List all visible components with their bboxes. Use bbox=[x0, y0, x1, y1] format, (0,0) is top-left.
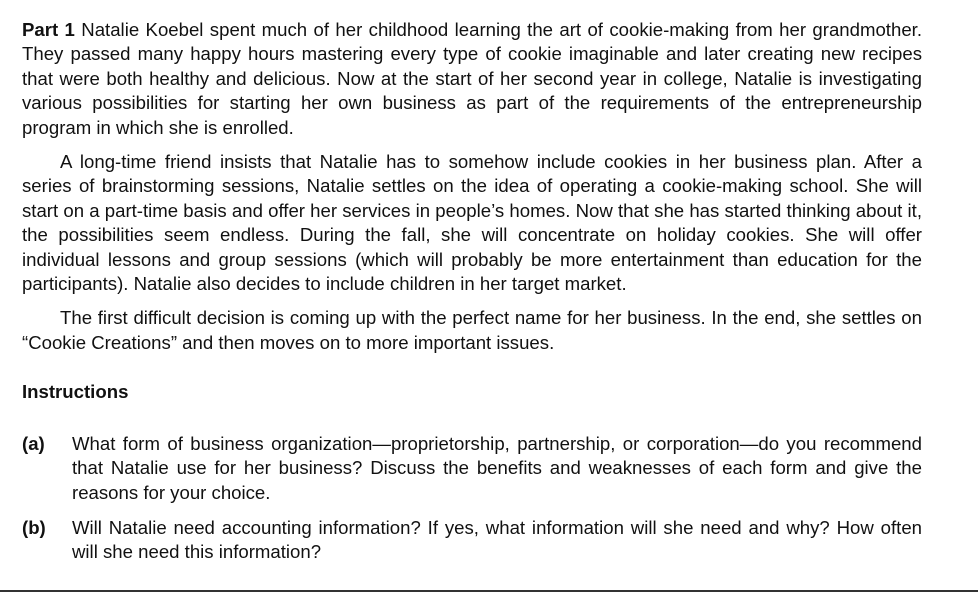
paragraph-text: Natalie Koebel spent much of her childhood learning the art of cookie-making from her grandmother. They passed many happy hours mastering every type of cookie imaginable and later creating new recipes that were both healthy and delicious. Now at the start of her second year in college, Natalie is investigating various possibilities for starting her own business as part of the requirements of the entrepreneurship program in which she is enrolled. bbox=[22, 19, 922, 138]
question-label: (b) bbox=[22, 516, 46, 538]
part-label: Part 1 bbox=[22, 19, 75, 40]
question-text: Will Natalie need accounting information? If yes, what information will she need and why? How often will she need this information? bbox=[72, 516, 922, 563]
story-paragraph: A long-time friend insists that Natalie has to somehow include cookies in her business plan. After a series of brainstorming sessions, Natalie settles on the idea of operating a cookie-making school. She will start on a part-time basis and offer her services in people’s homes. Now that she has started thinking about it, the possibilities seem endless. During the fall, she will concentrate on holiday cookies. She will offer individual lessons and group sessions (which will probably be more entertainment than education for the participants). Natalie also decides to include children in her target market. bbox=[22, 151, 922, 295]
instructions-heading: Instructions bbox=[22, 381, 129, 403]
question-label: (a) bbox=[22, 432, 45, 454]
name-paragraph: The first difficult decision is coming up with the perfect name for her business. In the end, she settles on “Cookie Creations” and then moves on to more important issues. bbox=[22, 307, 922, 353]
question-item bbox=[22, 516, 922, 565]
question-list bbox=[22, 432, 922, 565]
question-item bbox=[22, 432, 922, 505]
intro-paragraph bbox=[22, 18, 922, 140]
document-page bbox=[22, 18, 922, 565]
question-text: What form of business organization—proprietorship, partnership, or corporation—do you recommend that Natalie use for her business? Discuss the benefits and weaknesses of each form and give the reasons for your choice. bbox=[72, 432, 922, 503]
